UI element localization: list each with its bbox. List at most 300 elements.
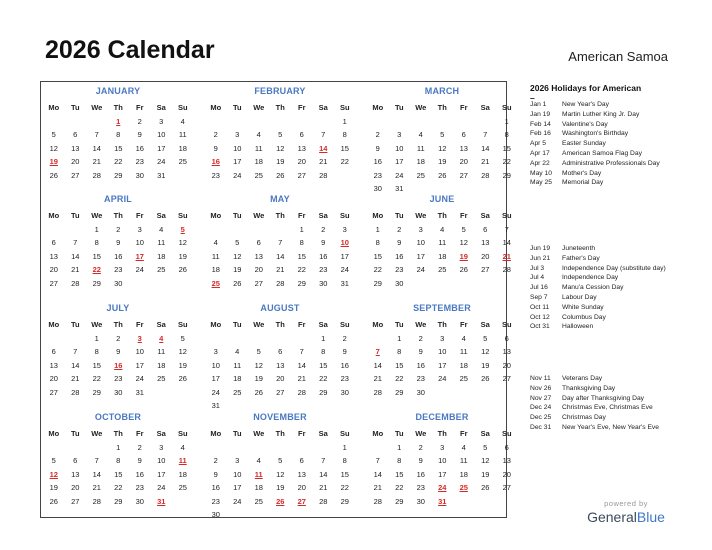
- day: 21: [71, 265, 80, 274]
- day: 7: [94, 456, 99, 465]
- day: 2: [137, 116, 142, 126]
- empty-day: [248, 332, 270, 346]
- day: 28: [92, 496, 101, 506]
- weekday-header: We: [91, 429, 103, 438]
- weekday-header: Sa: [156, 211, 166, 220]
- holiday-day: 24: [438, 483, 447, 492]
- holiday-day: 27: [297, 496, 306, 506]
- day: 21: [373, 483, 382, 492]
- day: 17: [340, 251, 349, 261]
- day: 26: [254, 387, 263, 397]
- day: 29: [92, 278, 101, 288]
- holiday-date: Dec 25: [530, 414, 552, 422]
- holiday-date: May 10: [530, 169, 552, 177]
- weekday-header: Su: [339, 320, 350, 329]
- weekday-header: Th: [437, 320, 447, 329]
- day: 19: [178, 251, 187, 261]
- day: 8: [397, 347, 402, 356]
- day: 22: [395, 374, 404, 383]
- day: 6: [504, 333, 509, 343]
- day: 3: [342, 224, 347, 234]
- weekday-header: Mo: [48, 429, 60, 438]
- day: 27: [481, 265, 490, 274]
- day: 7: [73, 238, 78, 247]
- month-days-grid: [205, 427, 355, 522]
- holiday-row: [530, 120, 680, 130]
- day: 12: [49, 143, 58, 153]
- day: 17: [233, 157, 242, 166]
- month-name: JANUARY: [95, 86, 141, 96]
- weekday-header: Fr: [298, 429, 306, 438]
- holiday-row: [530, 273, 680, 283]
- page-title: 2026 Calendar: [45, 36, 215, 64]
- day: 5: [180, 333, 185, 343]
- day: 8: [504, 130, 509, 139]
- day: 18: [211, 265, 220, 274]
- day: 21: [71, 374, 80, 383]
- holiday-date: Nov 11: [530, 375, 551, 382]
- holiday-date: Oct 12: [530, 313, 550, 321]
- holiday-date: Apr 22: [530, 159, 550, 167]
- weekday-header: Sa: [480, 103, 490, 112]
- day: 16: [319, 251, 328, 261]
- weekday-header: Su: [339, 103, 350, 112]
- day: 17: [438, 360, 447, 370]
- weekday-header: Mo: [210, 211, 222, 220]
- day: 6: [461, 130, 466, 139]
- holiday-date: Jun 19: [530, 245, 551, 252]
- day: 19: [481, 469, 490, 479]
- day: 3: [440, 442, 445, 452]
- holiday-row: [530, 374, 680, 384]
- month-june: [367, 193, 517, 290]
- day: 6: [299, 130, 304, 139]
- day: 27: [502, 483, 511, 492]
- day: 3: [440, 333, 445, 343]
- day: 12: [254, 360, 263, 370]
- holiday-name: Juneteenth: [562, 245, 596, 252]
- day: 15: [340, 143, 349, 153]
- month-september: [367, 302, 517, 399]
- weekday-header: Tu: [232, 103, 242, 112]
- day: 4: [180, 442, 185, 452]
- brand-name-a: General: [587, 509, 637, 525]
- empty-day: [270, 332, 292, 346]
- brand-name-b: Blue: [636, 509, 665, 525]
- day: 27: [71, 496, 80, 506]
- day: 31: [157, 170, 166, 180]
- day: 5: [483, 442, 488, 452]
- day: 29: [297, 278, 306, 288]
- day: 8: [299, 238, 304, 247]
- day: 13: [254, 251, 263, 261]
- day: 11: [254, 143, 263, 153]
- day: 31: [135, 387, 144, 397]
- holiday-day: 3: [137, 333, 142, 343]
- empty-day: [86, 441, 108, 455]
- month-days-grid: [43, 101, 193, 182]
- weekday-header: Fr: [298, 211, 306, 220]
- day: 11: [459, 456, 468, 465]
- weekday-header: We: [91, 320, 103, 329]
- day: 2: [321, 224, 326, 234]
- day: 21: [276, 265, 285, 274]
- day: 7: [73, 347, 78, 356]
- holiday-row: [530, 303, 680, 313]
- day: 16: [373, 157, 382, 166]
- day: 17: [157, 469, 166, 479]
- day: 10: [395, 143, 404, 153]
- day: 8: [94, 347, 99, 356]
- day: 22: [502, 157, 511, 166]
- weekday-header: Sa: [318, 429, 328, 438]
- weekday-header: Th: [113, 211, 123, 220]
- empty-day: [205, 332, 227, 346]
- holiday-day: 17: [135, 251, 144, 261]
- day: 20: [481, 251, 490, 261]
- day: 4: [461, 442, 466, 452]
- day: 17: [135, 360, 144, 370]
- day: 24: [135, 265, 144, 274]
- holiday-date: Jan 19: [530, 110, 551, 118]
- day: 4: [418, 130, 423, 139]
- day: 20: [502, 360, 511, 370]
- day: 10: [438, 456, 447, 465]
- day: 1: [375, 224, 380, 234]
- weekday-header: Fr: [136, 320, 144, 329]
- day: 18: [438, 251, 447, 261]
- weekday-header: Tu: [394, 320, 404, 329]
- holiday-row: [530, 129, 680, 139]
- day: 5: [51, 130, 56, 139]
- weekday-header: Tu: [394, 211, 404, 220]
- holiday-date: Nov 27: [530, 394, 552, 402]
- day: 23: [319, 265, 328, 274]
- weekday-header: Su: [177, 211, 188, 220]
- day: 13: [71, 469, 80, 479]
- day: 5: [51, 456, 56, 465]
- month-name: APRIL: [104, 194, 132, 204]
- weekday-header: Mo: [372, 320, 384, 329]
- day: 18: [157, 360, 166, 370]
- empty-day: [65, 441, 87, 455]
- day: 6: [51, 238, 56, 247]
- day: 15: [340, 469, 349, 479]
- day: 17: [416, 251, 425, 261]
- holiday-day: 21: [502, 251, 511, 261]
- day: 9: [213, 469, 218, 479]
- empty-day: [367, 332, 389, 346]
- weekday-header: Su: [501, 320, 512, 329]
- day: 23: [135, 483, 144, 492]
- empty-day: [43, 441, 65, 455]
- weekday-header: Fr: [460, 320, 468, 329]
- weekday-header: Sa: [480, 429, 490, 438]
- day: 13: [71, 143, 80, 153]
- day: 6: [73, 130, 78, 139]
- weekday-header: Sa: [318, 103, 328, 112]
- day: 7: [504, 224, 509, 234]
- day: 29: [114, 496, 123, 506]
- empty-day: [248, 223, 270, 237]
- month-name: MAY: [270, 194, 290, 204]
- day: 16: [416, 360, 425, 370]
- day: 2: [397, 224, 402, 234]
- day: 13: [49, 251, 58, 261]
- day: 12: [178, 238, 187, 247]
- day: 20: [49, 265, 58, 274]
- day: 16: [395, 251, 404, 261]
- day: 24: [157, 157, 166, 166]
- empty-day: [367, 115, 389, 129]
- day: 25: [178, 483, 187, 492]
- day: 20: [254, 265, 263, 274]
- weekday-header: Tu: [232, 320, 242, 329]
- month-january: [43, 85, 193, 182]
- holiday-row: [530, 110, 680, 120]
- day: 4: [461, 333, 466, 343]
- day: 6: [483, 224, 488, 234]
- day: 6: [504, 442, 509, 452]
- weekday-header: Th: [437, 103, 447, 112]
- weekday-header: Th: [113, 103, 123, 112]
- weekday-header: Mo: [210, 103, 222, 112]
- day: 13: [502, 347, 511, 356]
- weekday-header: Tu: [232, 211, 242, 220]
- day: 14: [481, 143, 490, 153]
- day: 10: [233, 143, 242, 153]
- weekday-header: Th: [275, 320, 285, 329]
- weekday-header: Su: [177, 320, 188, 329]
- holiday-name: Thanksgiving Day: [562, 384, 616, 392]
- day: 27: [71, 170, 80, 180]
- day: 15: [395, 469, 404, 479]
- holiday-day: 19: [459, 251, 468, 261]
- weekday-header: Fr: [460, 103, 468, 112]
- day: 21: [92, 483, 101, 492]
- brand-logo[interactable]: [583, 499, 669, 525]
- month-name: SEPTEMBER: [413, 303, 471, 313]
- day: 28: [71, 278, 80, 288]
- month-name: AUGUST: [260, 303, 300, 313]
- weekday-header: We: [415, 429, 427, 438]
- day: 3: [397, 130, 402, 139]
- day: 20: [502, 469, 511, 479]
- holiday-row: [530, 178, 680, 188]
- day: 4: [256, 130, 261, 139]
- day: 19: [178, 360, 187, 370]
- day: 30: [416, 387, 425, 397]
- holiday-row: [530, 244, 680, 254]
- day: 15: [502, 143, 511, 153]
- day: 16: [114, 251, 123, 261]
- day: 18: [178, 143, 187, 153]
- month-name: OCTOBER: [94, 412, 142, 422]
- day: 28: [481, 170, 490, 180]
- holiday-date: Oct 31: [530, 323, 550, 331]
- month-days-grid: [43, 427, 193, 508]
- holiday-day: 26: [276, 496, 285, 506]
- day: 19: [438, 157, 447, 166]
- day: 23: [211, 496, 220, 506]
- day: 2: [213, 130, 218, 139]
- day: 31: [340, 278, 349, 288]
- day: 26: [49, 496, 58, 506]
- day: 30: [373, 184, 382, 193]
- day: 4: [256, 456, 261, 465]
- weekday-header: Mo: [48, 320, 60, 329]
- weekday-header: Th: [113, 320, 123, 329]
- day: 5: [461, 224, 466, 234]
- holiday-day: 25: [211, 278, 220, 288]
- day: 26: [178, 265, 187, 274]
- day: 26: [233, 278, 242, 288]
- day: 30: [395, 278, 404, 288]
- day: 1: [342, 116, 347, 126]
- month-july: [43, 302, 193, 399]
- empty-day: [432, 115, 454, 129]
- day: 30: [135, 170, 144, 180]
- day: 12: [233, 251, 242, 261]
- day: 18: [459, 360, 468, 370]
- holiday-name: Washington's Birthday: [562, 130, 629, 138]
- day: 9: [116, 238, 121, 247]
- day: 8: [94, 238, 99, 247]
- day: 25: [157, 374, 166, 383]
- month-days-grid: [367, 101, 517, 196]
- day: 14: [373, 360, 382, 370]
- day: 22: [340, 483, 349, 492]
- weekday-header: Tu: [232, 429, 242, 438]
- day: 30: [114, 387, 123, 397]
- day: 28: [319, 496, 328, 506]
- empty-day: [410, 115, 432, 129]
- day: 6: [73, 456, 78, 465]
- day: 31: [211, 401, 220, 410]
- day: 13: [459, 143, 468, 153]
- brand-name: [583, 509, 669, 525]
- day: 23: [340, 374, 349, 383]
- holiday-date: Sep 7: [530, 293, 548, 301]
- day: 9: [137, 456, 142, 465]
- day: 10: [135, 347, 144, 356]
- day: 17: [211, 374, 220, 383]
- day: 10: [157, 130, 166, 139]
- day: 30: [416, 496, 425, 506]
- day: 2: [116, 224, 121, 234]
- day: 1: [397, 442, 402, 452]
- day: 10: [211, 360, 220, 370]
- month-may: [205, 193, 355, 290]
- day: 15: [92, 251, 101, 261]
- day: 9: [321, 238, 326, 247]
- holiday-name: Veterans Day: [562, 375, 603, 382]
- day: 14: [297, 360, 306, 370]
- day: 13: [49, 360, 58, 370]
- holiday-day: 4: [159, 333, 164, 343]
- day: 29: [395, 387, 404, 397]
- day: 24: [395, 170, 404, 180]
- day: 14: [71, 251, 80, 261]
- day: 12: [438, 143, 447, 153]
- empty-day: [65, 115, 87, 129]
- day: 27: [49, 278, 58, 288]
- day: 27: [276, 387, 285, 397]
- holiday-day: 5: [180, 224, 185, 234]
- day: 25: [254, 170, 263, 180]
- day: 20: [297, 157, 306, 166]
- day: 23: [395, 265, 404, 274]
- day: 6: [256, 238, 261, 247]
- day: 10: [416, 238, 425, 247]
- month-october: [43, 411, 193, 508]
- day: 13: [502, 456, 511, 465]
- holiday-date: Feb 16: [530, 130, 551, 138]
- holiday-day: 31: [157, 496, 166, 506]
- empty-day: [291, 115, 313, 129]
- day: 22: [114, 483, 123, 492]
- month-february: [205, 85, 355, 182]
- day: 29: [92, 387, 101, 397]
- day: 2: [342, 333, 347, 343]
- holiday-day: 16: [114, 360, 123, 370]
- day: 15: [373, 251, 382, 261]
- month-november: [205, 411, 355, 522]
- holiday-day: 11: [178, 456, 187, 465]
- weekday-header: Sa: [480, 211, 490, 220]
- holiday-date: Jan 1: [530, 101, 547, 108]
- day: 28: [71, 387, 80, 397]
- day: 13: [297, 143, 306, 153]
- day: 7: [321, 130, 326, 139]
- empty-day: [65, 332, 87, 346]
- weekday-header: Su: [339, 211, 350, 220]
- day: 2: [418, 333, 423, 343]
- holiday-title-suffix: –: [530, 93, 535, 103]
- weekday-header: Fr: [298, 320, 306, 329]
- day: 11: [157, 347, 166, 356]
- weekday-header: Th: [437, 429, 447, 438]
- day: 24: [157, 483, 166, 492]
- holiday-name: Manu'a Cession Day: [562, 284, 624, 292]
- month-name: DECEMBER: [415, 412, 469, 422]
- day: 4: [213, 238, 218, 247]
- weekday-header: Su: [501, 103, 512, 112]
- day: 28: [276, 278, 285, 288]
- weekday-header: Su: [501, 211, 512, 220]
- day: 17: [157, 143, 166, 153]
- holiday-group: [530, 244, 680, 332]
- day: 18: [157, 251, 166, 261]
- day: 13: [276, 360, 285, 370]
- empty-day: [65, 223, 87, 237]
- holiday-row: [530, 403, 680, 413]
- day: 22: [297, 265, 306, 274]
- day: 14: [71, 360, 80, 370]
- holiday-date: Nov 26: [530, 384, 552, 392]
- weekday-header: Tu: [394, 103, 404, 112]
- empty-day: [43, 223, 65, 237]
- day: 22: [340, 157, 349, 166]
- holiday-name: Father's Day: [562, 254, 600, 262]
- holiday-day: 14: [319, 143, 328, 153]
- day: 30: [319, 278, 328, 288]
- day: 14: [92, 469, 101, 479]
- empty-day: [367, 441, 389, 455]
- holiday-row: [530, 384, 680, 394]
- month-days-grid: [367, 318, 517, 399]
- month-name: FEBRUARY: [254, 86, 306, 96]
